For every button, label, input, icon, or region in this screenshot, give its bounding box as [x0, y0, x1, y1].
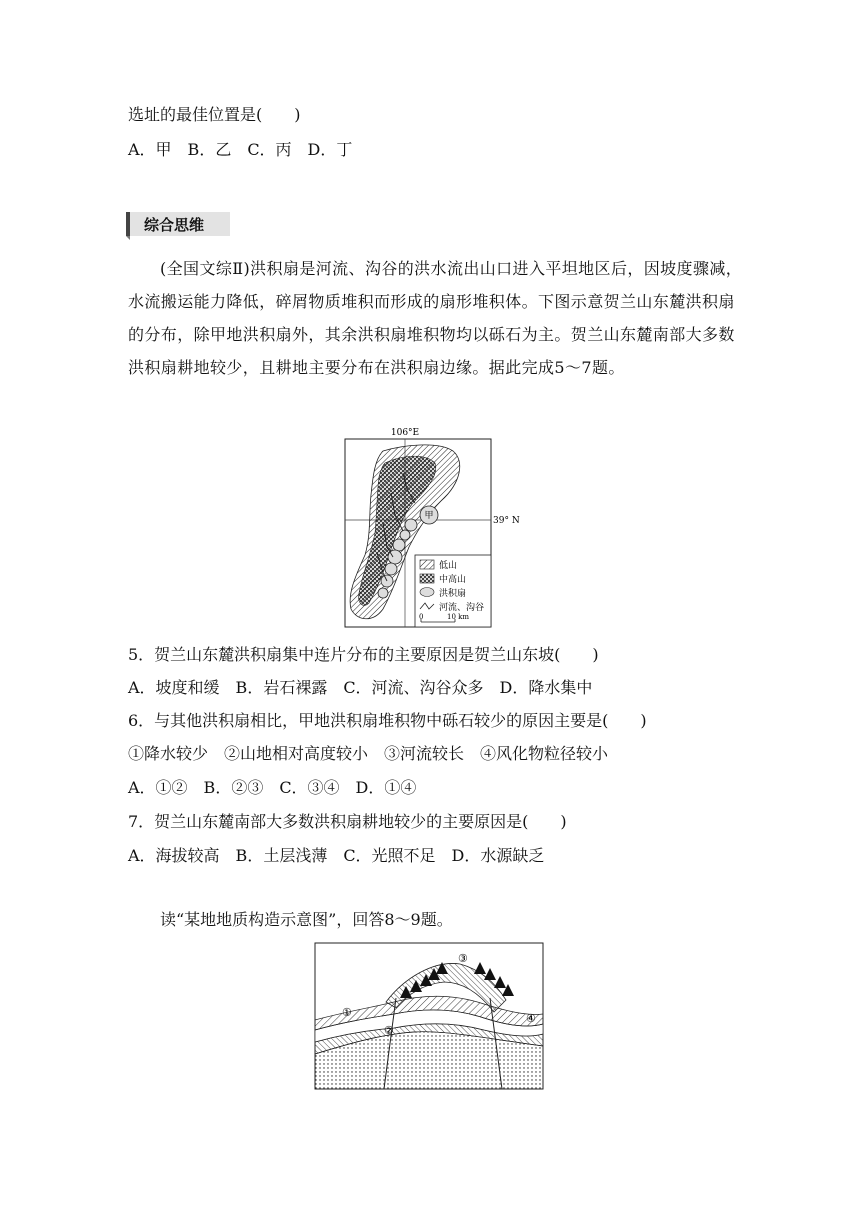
label-1: ①: [342, 1006, 352, 1019]
q6-items: ①降水较少 ②山地相对高度较小 ③河流较长 ④风化物粒径较小: [128, 744, 609, 763]
label-3: ③: [458, 952, 468, 965]
section-header: [126, 212, 230, 236]
geological-structure-diagram: [314, 942, 544, 1090]
legend-fan-swatch: [420, 588, 434, 597]
label-2: ②: [384, 1024, 394, 1037]
latitude-label: 39° N: [493, 516, 520, 526]
legend-mid-high-mountain: 中高山: [439, 575, 467, 585]
map-legend: [415, 555, 491, 627]
place-label-jia: 甲: [424, 511, 434, 521]
section-fold-icon: [126, 236, 130, 240]
question-options: A．甲 B．乙 C．丙 D．丁: [128, 140, 353, 159]
q6-options: A．①② B．②③ C．③④ D．①④: [128, 778, 417, 797]
q7-options: A．海拔较高 B．土层浅薄 C．光照不足 D．水源缺乏: [128, 846, 545, 865]
q5-options: A．坡度和缓 B．岩石裸露 C．河流、沟谷众多 D．降水集中: [128, 678, 593, 697]
legend-mid-high-swatch: [420, 574, 434, 583]
label-4: ④: [526, 1012, 536, 1025]
legend-low-mountain-swatch: [420, 560, 434, 569]
legend-river: 河流、沟谷: [439, 603, 485, 613]
scale-distance: 10 km: [447, 613, 470, 621]
longitude-label: 106°E: [390, 428, 420, 438]
question-tail: 选址的最佳位置是( ): [128, 105, 301, 124]
q7-stem: 7．贺兰山东麓南部大多数洪积扇耕地较少的主要原因是( ): [128, 812, 567, 831]
alluvial-fan-map: [343, 423, 520, 629]
q5-stem: 5．贺兰山东麓洪积扇集中连片分布的主要原因是贺兰山东坡( ): [128, 645, 599, 664]
q6-stem: 6．与其他洪积扇相比，甲地洪积扇堆积物中砾石较少的原因主要是( ): [128, 711, 647, 730]
scale-zero: 0: [419, 613, 424, 621]
legend-alluvial-fan: 洪积扇: [439, 589, 467, 599]
intro-paragraph: (全国文综Ⅱ)洪积扇是河流、沟谷的洪水流出山口进入平坦地区后，因坡度骤减，水流搬运能力降低，碎屑物质堆积而形成的扇形堆积体。下图示意贺兰山东麓洪积扇的分布，除甲地洪积扇外，其余洪积扇堆积物均以砾石为主。贺兰山东麓南部大多数洪积扇耕地较少，且耕地主要分布在洪积扇边缘。据此完成5～7题。: [128, 259, 743, 377]
legend-low-mountain: 低山: [439, 561, 458, 571]
geology-prompt: 读“某地地质构造示意图”，回答8～9题。: [160, 910, 453, 929]
section-title: 综合思维: [144, 216, 205, 234]
